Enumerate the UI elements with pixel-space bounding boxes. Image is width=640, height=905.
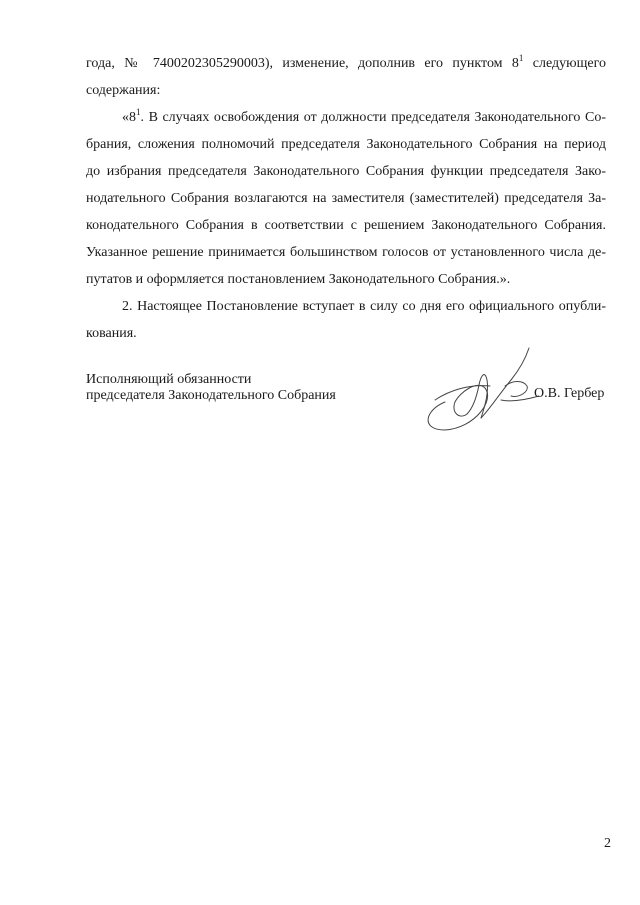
paragraph-line: до избрания председателя Законодательного Собрания функции председателя Зако- (86, 164, 606, 179)
superscript: 1 (518, 53, 524, 63)
paragraph-line: нодательного Собрания возлагаются на заместителя (заместителей) председателя За- (86, 191, 606, 206)
superscript: 1 (136, 107, 141, 117)
paragraph-line: путатов и оформляется постановлением Законодательного Собрания.». (86, 272, 511, 287)
paragraph-line: брания, сложения полномочий председателя Законодательного Собрания на период (86, 137, 606, 152)
paragraph-line: конодательного Собрания в соответствии с решением Законодательного Собрания. (86, 218, 606, 233)
line-text: . В случаях освобождения от должности председателя Законодательного Со- (140, 110, 606, 125)
signatory-name: О.В. Гербер (534, 386, 605, 401)
page-number: 2 (604, 836, 611, 851)
position-line: председателя Законодательного Собрания (86, 388, 336, 403)
position-line: Исполняющий обязанности (86, 372, 252, 387)
line-text: года, № 7400202305290003), изменение, дополнив его пунктом 8 (86, 56, 519, 71)
paragraph-line: содержания: (86, 83, 161, 98)
paragraph-line (86, 54, 606, 74)
signatory-position (86, 372, 336, 404)
paragraph-line: 2. Настоящее Постановление вступает в силу со дня его официального опубли- (122, 299, 606, 314)
paragraph-line (122, 108, 606, 128)
handwritten-signature (415, 340, 545, 440)
paragraph-line: Указанное решение принимается большинством голосов от установленного числа де- (86, 245, 606, 260)
line-text: следующего (523, 56, 606, 71)
line-text: «8 (122, 110, 136, 125)
paragraph-line: кования. (86, 326, 137, 341)
